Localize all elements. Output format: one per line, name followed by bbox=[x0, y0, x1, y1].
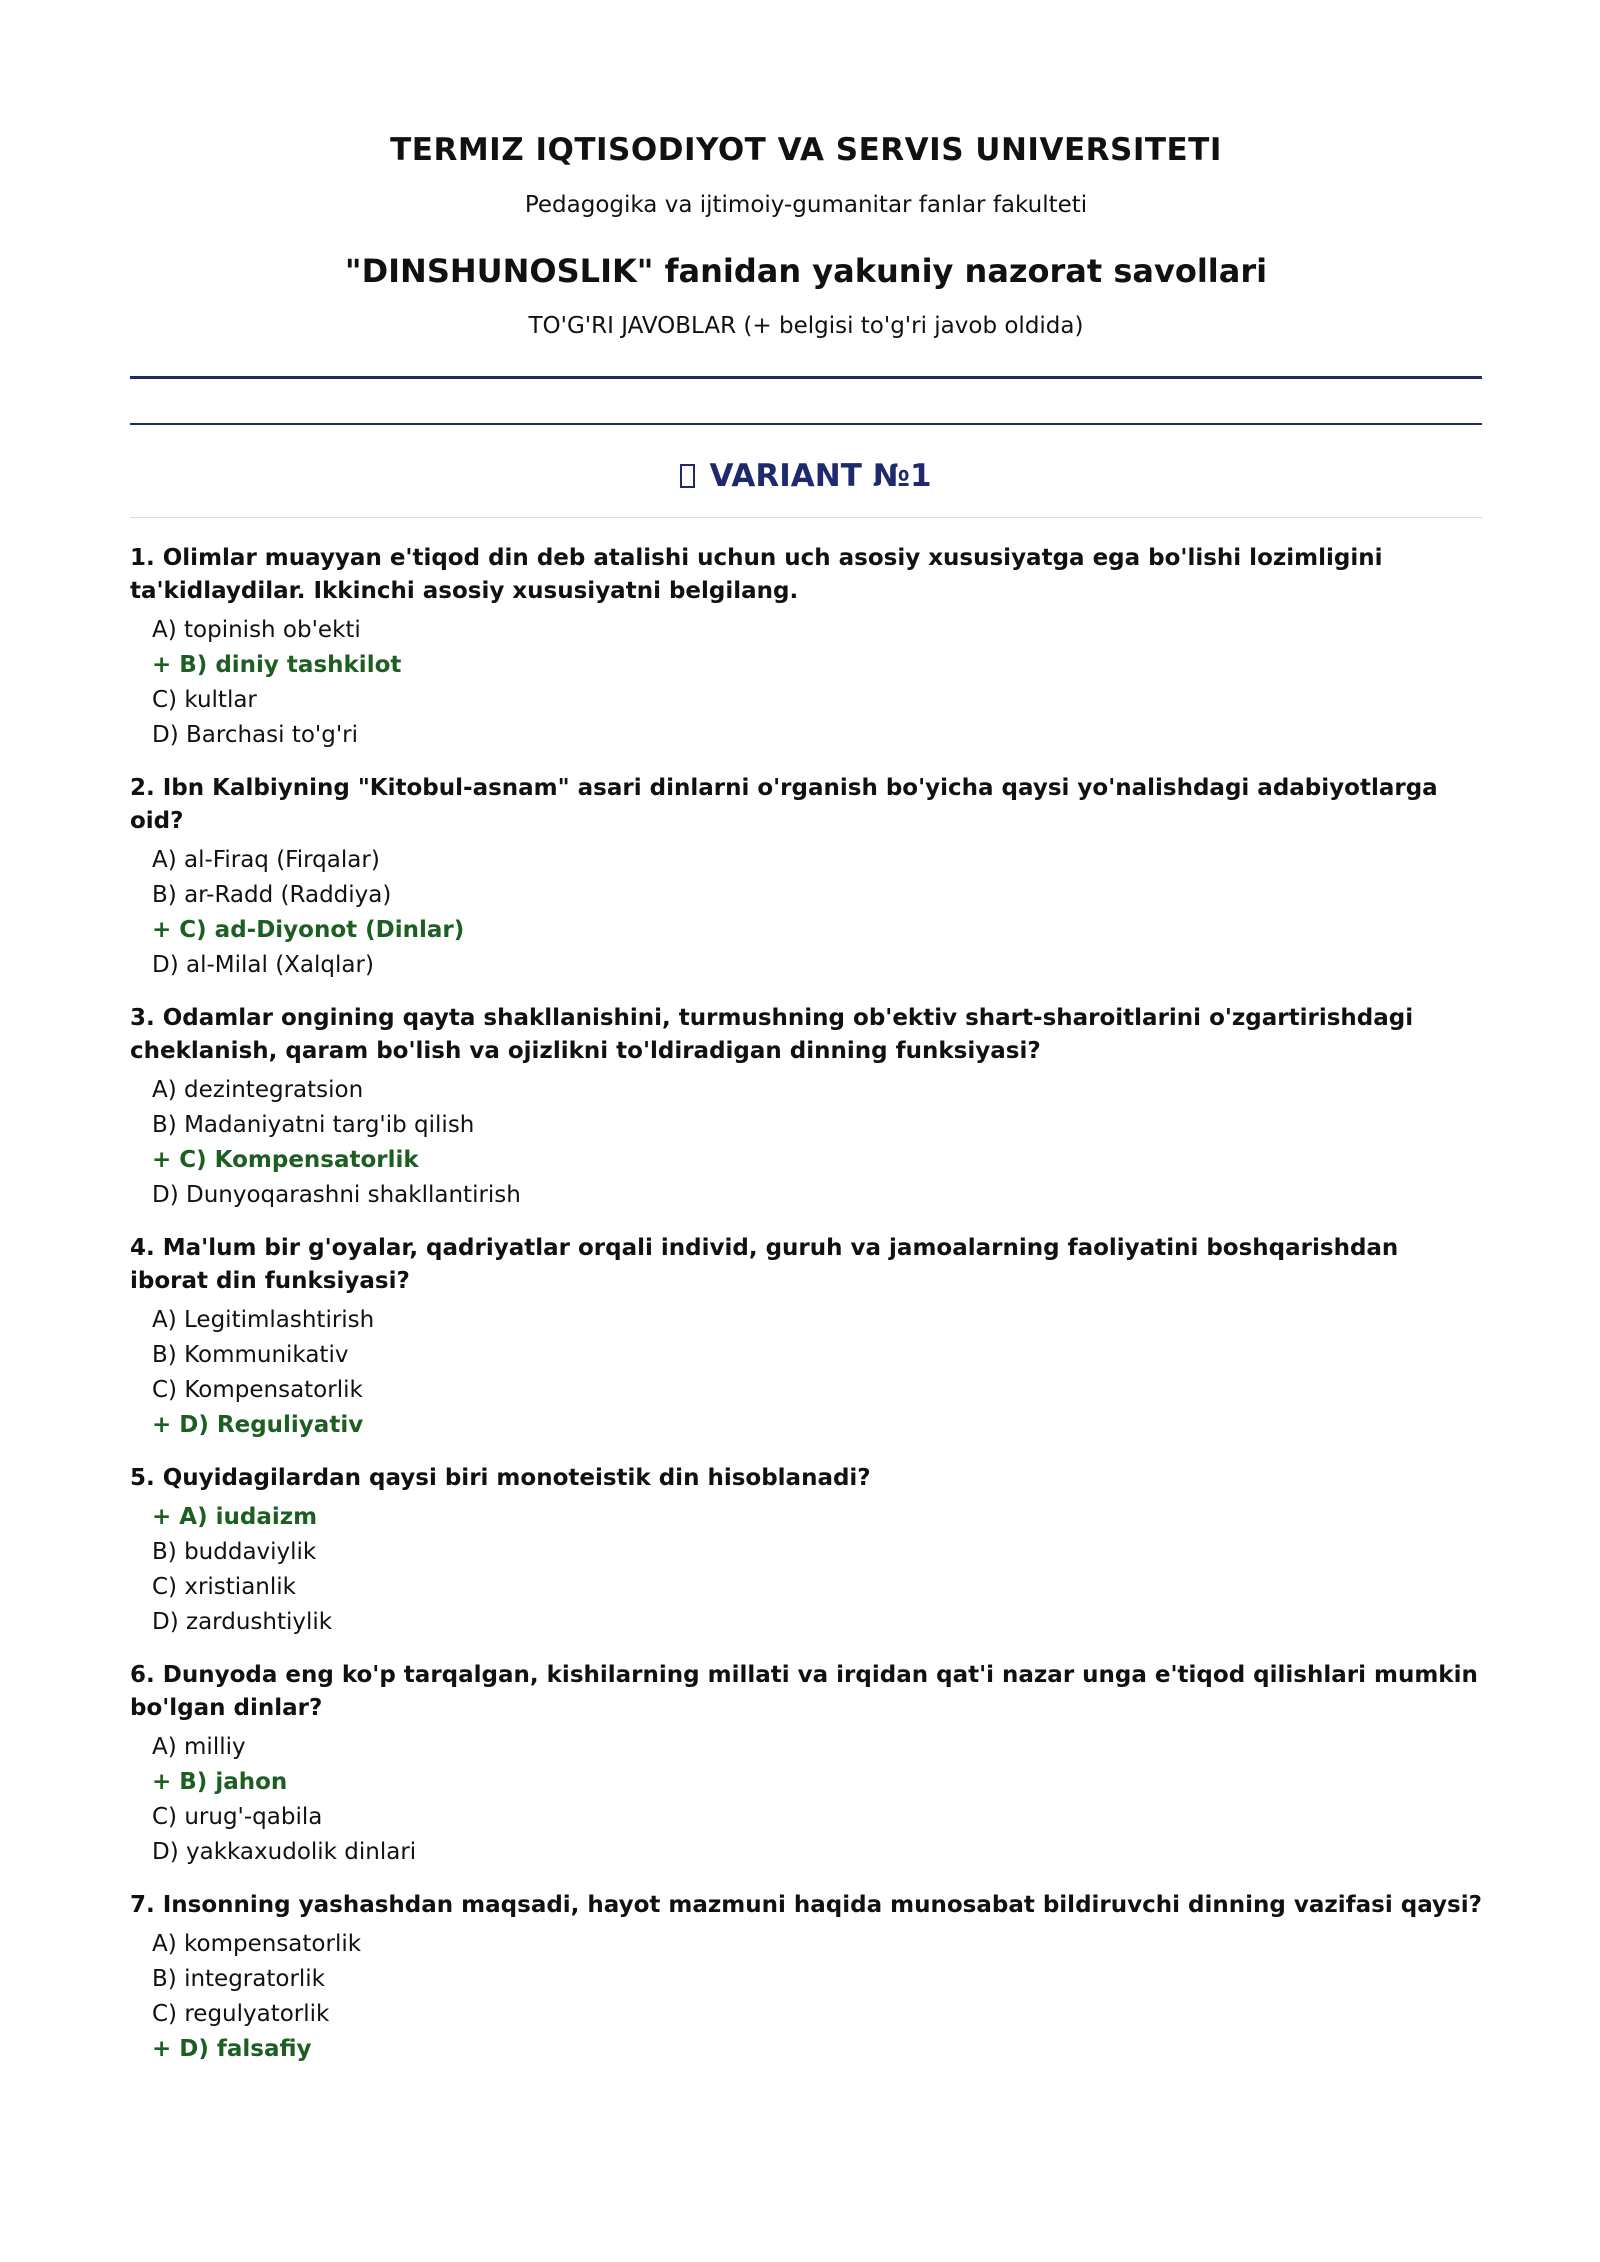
subject-title: "DINSHUNOSLIK" fanidan yakuniy nazorat savollari bbox=[344, 252, 1268, 290]
answer-option: C) xristianlik bbox=[152, 1574, 296, 1600]
answer-option: C) kultlar bbox=[152, 687, 257, 713]
answers-note: TO'G'RI JAVOBLAR (+ belgisi to'g'ri javob oldida) bbox=[528, 313, 1084, 339]
variant-divider bbox=[130, 517, 1482, 518]
question-text: 7. Insonning yashashdan maqsadi, hayot mazmuni haqida munosabat bildiruvchi dinning vazifasi qaysi? bbox=[130, 1892, 1482, 1918]
question-block bbox=[130, 772, 1482, 983]
answer-options bbox=[130, 1303, 1482, 1443]
answer-option: A) kompensatorlik bbox=[152, 1931, 362, 1957]
answer-options bbox=[130, 843, 1482, 983]
answer-options bbox=[130, 1500, 1482, 1640]
answer-option: D) zardushtiylik bbox=[152, 1609, 333, 1635]
correct-answer-option: + C) Kompensatorlik bbox=[152, 1147, 419, 1173]
answer-option: A) al-Firaq (Firqalar) bbox=[152, 847, 380, 873]
answer-option: C) urug'-qabila bbox=[152, 1804, 323, 1830]
question-list bbox=[130, 542, 1482, 2086]
answer-option: A) dezintegratsion bbox=[152, 1077, 364, 1103]
university-title: TERMIZ IQTISODIYOT VA SERVIS UNIVERSITETI bbox=[390, 132, 1222, 168]
question-block bbox=[130, 1889, 1482, 2067]
correct-answer-option: + C) ad-Diyonot (Dinlar) bbox=[152, 917, 465, 943]
correct-answer-option: + A) iudaizm bbox=[152, 1504, 318, 1530]
faculty-name: Pedagogika va ijtimoiy-gumanitar fanlar fakulteti bbox=[524, 192, 1088, 218]
correct-answer-option: + D) Reguliyativ bbox=[152, 1412, 364, 1438]
answer-option: D) Dunyoqarashni shakllantirish bbox=[152, 1182, 521, 1208]
answer-option: B) Madaniyatni targ'ib qilish bbox=[152, 1112, 475, 1138]
answer-option: B) Kommunikativ bbox=[152, 1342, 349, 1368]
answer-option: B) integratorlik bbox=[152, 1966, 325, 1992]
answer-option: D) yakkaxudolik dinlari bbox=[152, 1839, 417, 1865]
answer-options bbox=[130, 613, 1482, 753]
answer-option: A) Legitimlashtirish bbox=[152, 1307, 375, 1333]
question-block bbox=[130, 1462, 1482, 1640]
answer-option: C) Kompensatorlik bbox=[152, 1377, 363, 1403]
section-divider bbox=[130, 423, 1482, 425]
question-text: 4. Ma'lum bir g'oyalar, qadriyatlar orqali individ, guruh va jamoalarning faoliyatini boshqarishdan iborat din funksiyasi? bbox=[130, 1235, 1399, 1294]
question-text: 2. Ibn Kalbiyning "Kitobul-asnam" asari dinlarni o'rganish bo'yicha qaysi yo'nalishdagi adabiyotlarga oid? bbox=[130, 775, 1438, 834]
box-icon bbox=[680, 464, 695, 488]
question-text: 3. Odamlar ongining qayta shakllanishini, turmushning ob'ektiv shart-sharoitlarini o'zgartirishdagi cheklanish, qaram bo'lish va ojizlikni to'ldiradigan dinning funksiyasi? bbox=[130, 1005, 1414, 1064]
answer-options bbox=[130, 1927, 1482, 2067]
question-text: 6. Dunyoda eng ko'p tarqalgan, kishilarning millati va irqidan qat'i nazar unga e'tiqod qilishlari mumkin bo'lgan dinlar? bbox=[130, 1662, 1478, 1721]
question-text: 1. Olimlar muayyan e'tiqod din deb atalishi uchun uch asosiy xususiyatga ega bo'lishi lozimligini ta'kidlaydilar. Ikkinchi asosiy xususiyatni belgilang. bbox=[130, 545, 1383, 604]
answer-options bbox=[130, 1730, 1482, 1870]
question-block bbox=[130, 1659, 1482, 1870]
correct-answer-option: + B) diniy tashkilot bbox=[152, 652, 402, 678]
answer-option: B) buddaviylik bbox=[152, 1539, 317, 1565]
answer-options bbox=[130, 1073, 1482, 1213]
question-block bbox=[130, 1232, 1482, 1443]
answer-option: B) ar-Radd (Raddiya) bbox=[152, 882, 392, 908]
answer-option: A) milliy bbox=[152, 1734, 246, 1760]
question-text: 5. Quyidagilardan qaysi biri monoteistik din hisoblanadi? bbox=[130, 1465, 871, 1491]
variant-title: VARIANT №1 bbox=[709, 458, 932, 494]
header-divider bbox=[130, 376, 1482, 379]
answer-option: D) al-Milal (Xalqlar) bbox=[152, 952, 374, 978]
question-block bbox=[130, 542, 1482, 753]
answer-option: C) regulyatorlik bbox=[152, 2001, 330, 2027]
correct-answer-option: + B) jahon bbox=[152, 1769, 288, 1795]
correct-answer-option: + D) falsafiy bbox=[152, 2036, 312, 2062]
answer-option: D) Barchasi to'g'ri bbox=[152, 722, 359, 748]
question-block bbox=[130, 1002, 1482, 1213]
answer-option: A) topinish ob'ekti bbox=[152, 617, 361, 643]
variant-heading bbox=[130, 458, 1482, 494]
